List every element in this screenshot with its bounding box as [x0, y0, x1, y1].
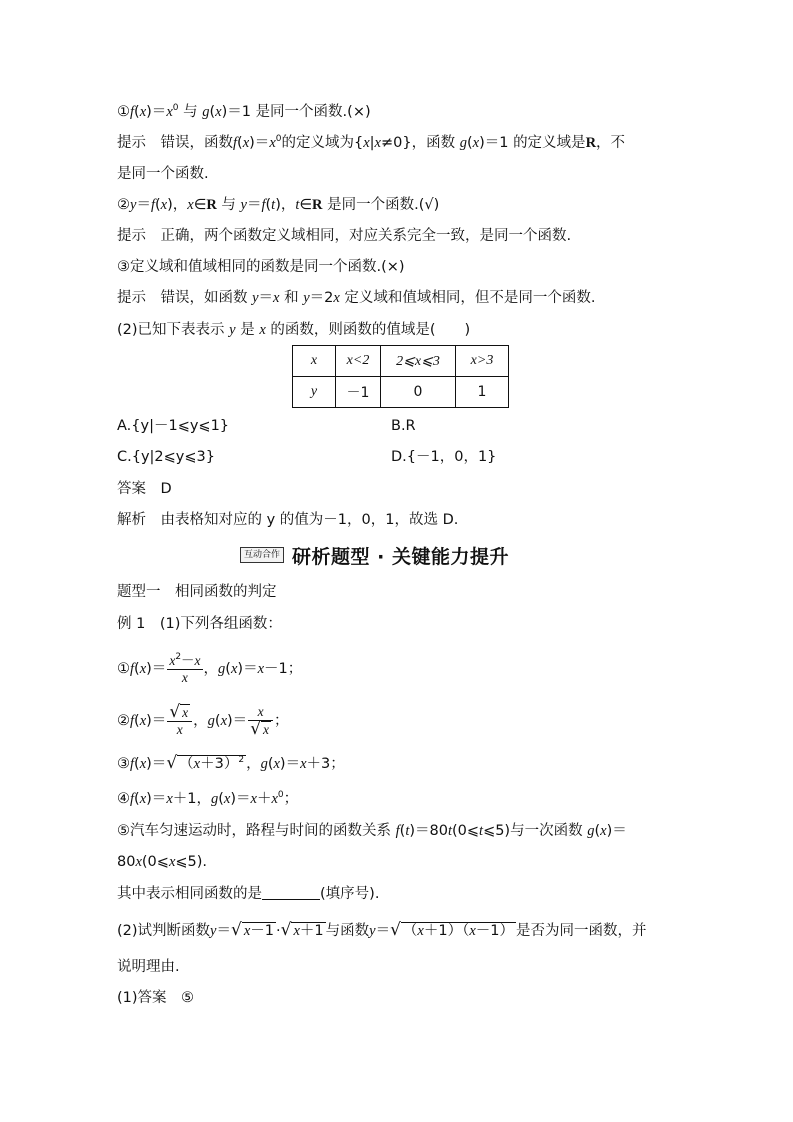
item-1: $①f(x)=x^0$ 与 g(x)＝1 是同一个函数.(×) [117, 103, 371, 120]
group-3: ③f(x)＝√ $(x+3)^2$ ，g(x)＝x＋3； [117, 753, 345, 773]
item-2-hint: 提示 正确，两个函数定义域相同，对应关系完全一致，是同一个函数. [117, 228, 572, 244]
item-2: ②y＝f(x)，x∈R 与 y＝f(t)，t∈R 是同一个函数.(√) [117, 197, 440, 213]
section-heading [240, 543, 509, 567]
table-cell: －1 [336, 377, 381, 408]
type-1-title: 题型一 相同函数的判定 [117, 584, 277, 600]
table-cell: 2⩽x⩽3 [381, 346, 456, 377]
part-2: (2)试判断函数y＝√ x－1 ·√ x＋1 与函数y＝√ （x＋1）（x－1） 是否为同一函数，并 [117, 920, 647, 940]
item-1-hint-cont: 是同一个函数. [117, 166, 209, 182]
group-5-cont: 80x(0⩽x⩽5). [117, 854, 208, 870]
table-cell: y [293, 377, 336, 408]
group-5: ⑤汽车匀速运动时，路程与时间的函数关系 f(t)＝80t(0⩽t⩽5)与一次函数 g(x)＝ [117, 823, 627, 839]
option-c: C.{y|2⩽y⩽3} [117, 449, 215, 465]
table-cell: x [293, 346, 336, 377]
question-2-stem: (2)已知下表表示 y 是 x 的函数，则函数的值域是( ) [117, 322, 471, 338]
answer-blank [262, 885, 320, 900]
table-row [293, 346, 509, 377]
value-table [292, 345, 509, 408]
section-tag: 互动合作 [240, 547, 284, 563]
item-3: ③定义域和值域相同的函数是同一个函数.(×) [117, 259, 405, 275]
table-cell: 0 [381, 377, 456, 408]
answer: 答案 D [117, 481, 172, 497]
group-4: ④f(x)＝x＋1，$g(x)=x+x^0$； [117, 790, 299, 807]
table-cell: x>3 [456, 346, 509, 377]
table-row [293, 377, 509, 408]
table-cell: x<2 [336, 346, 381, 377]
group-2: ②f(x)＝ $\frac{√ x}{x}$ ，g(x)＝ $\frac{x}{√ x}$ ； [117, 702, 289, 739]
part-2-cont: 说明理由. [117, 959, 180, 975]
part-1-answer: (1)答案 ⑤ [117, 990, 195, 1006]
item-3-hint: 提示 错误，如函数 y＝x 和 y＝2x 定义域和值域相同，但不是同一个函数. [117, 290, 596, 306]
option-d: D.{－1，0，1} [391, 449, 497, 465]
table-cell: 1 [456, 377, 509, 408]
section-title: 研析题型 · 关键能力提升 [292, 545, 509, 568]
option-b: B.R [391, 418, 416, 434]
analysis: 解析 由表格知对应的 y 的值为－1，0，1，故选 D. [117, 512, 459, 528]
option-a: A.{y|－1⩽y⩽1} [117, 418, 230, 434]
fill-question: 其中表示相同函数的是 (填序号). [117, 886, 380, 902]
item-1-hint: 提示 错误，函数$f(x)=x^0$的定义域为{x|x≠0}，函数 g(x)＝1 的定义域是R，不 [117, 134, 626, 151]
example-1: 例 1 (1)下列各组函数： [117, 616, 282, 632]
group-1: ①f(x)＝ $\frac{x^2-x}{x}$ ，g(x)＝x－1； [117, 651, 303, 685]
